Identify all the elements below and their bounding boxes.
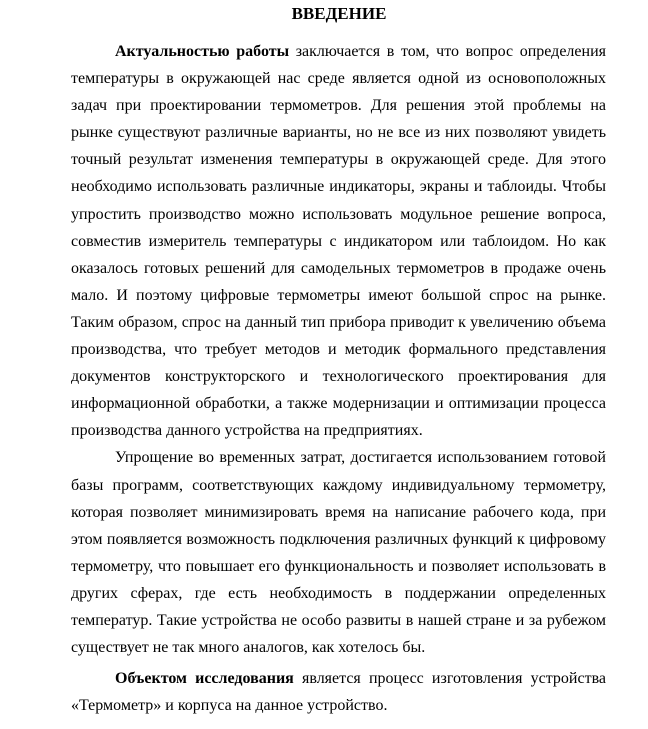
paragraph-simplification (71, 444, 606, 661)
paragraph-text-simplification: Упрощение во временных затрат, достигается использованием готовой базы программ, соответствующих каждому индивидуальному термометру, которая позволяет минимизировать время на написание рабочего кода, при этом появляется возможность подключения различных функций к цифровому термометру, что повышает его функциональность и позволяет использовать в других сферах, где есть необходимость в поддержании определенных температур. Такие устройства не особо развиты в нашей стране и за рубежом существует не так много аналогов, как хотелось бы. (71, 449, 606, 657)
paragraph-research-object (71, 665, 606, 719)
document-body (71, 38, 606, 719)
page-title: ВВЕДЕНИЕ (291, 4, 387, 23)
paragraph-lead-research-object: Объектом исследования (115, 670, 294, 688)
paragraph-text-relevance: заключается в том, что вопрос определения температуры в окружающей нас среде является одной из основоположных задач при проектировании термометров. Для решения этой проблемы на рынке существуют различные варианты, но не все из них позволяют увидеть точный результат изменения температуры в окружающей среде. Для этого необходимо использовать различные индикаторы, экраны и таблоиды. Чтобы упростить производство можно использовать модульное решение вопроса, совместив измеритель температуры с индикатором или таблоидом. Но как оказалось готовых решений для самодельных термометров в продаже очень мало. И поэтому цифровые термометры имеют большой спрос на рынке. Таким образом, спрос на данный тип прибора приводит к увеличению объема производства, что требует методов и методик формального представления документов конструкторского и технологического проектирования для информационной обработки, а также модернизации и оптимизации процесса производства данного устройства на предприятиях. (71, 43, 606, 440)
paragraph-text-research-object: является процесс изготовления устройства «Термометр» и корпуса на данное устройство. (71, 670, 607, 715)
paragraph-lead-relevance: Актуальностью работы (115, 43, 290, 60)
paragraph-relevance (71, 38, 606, 444)
